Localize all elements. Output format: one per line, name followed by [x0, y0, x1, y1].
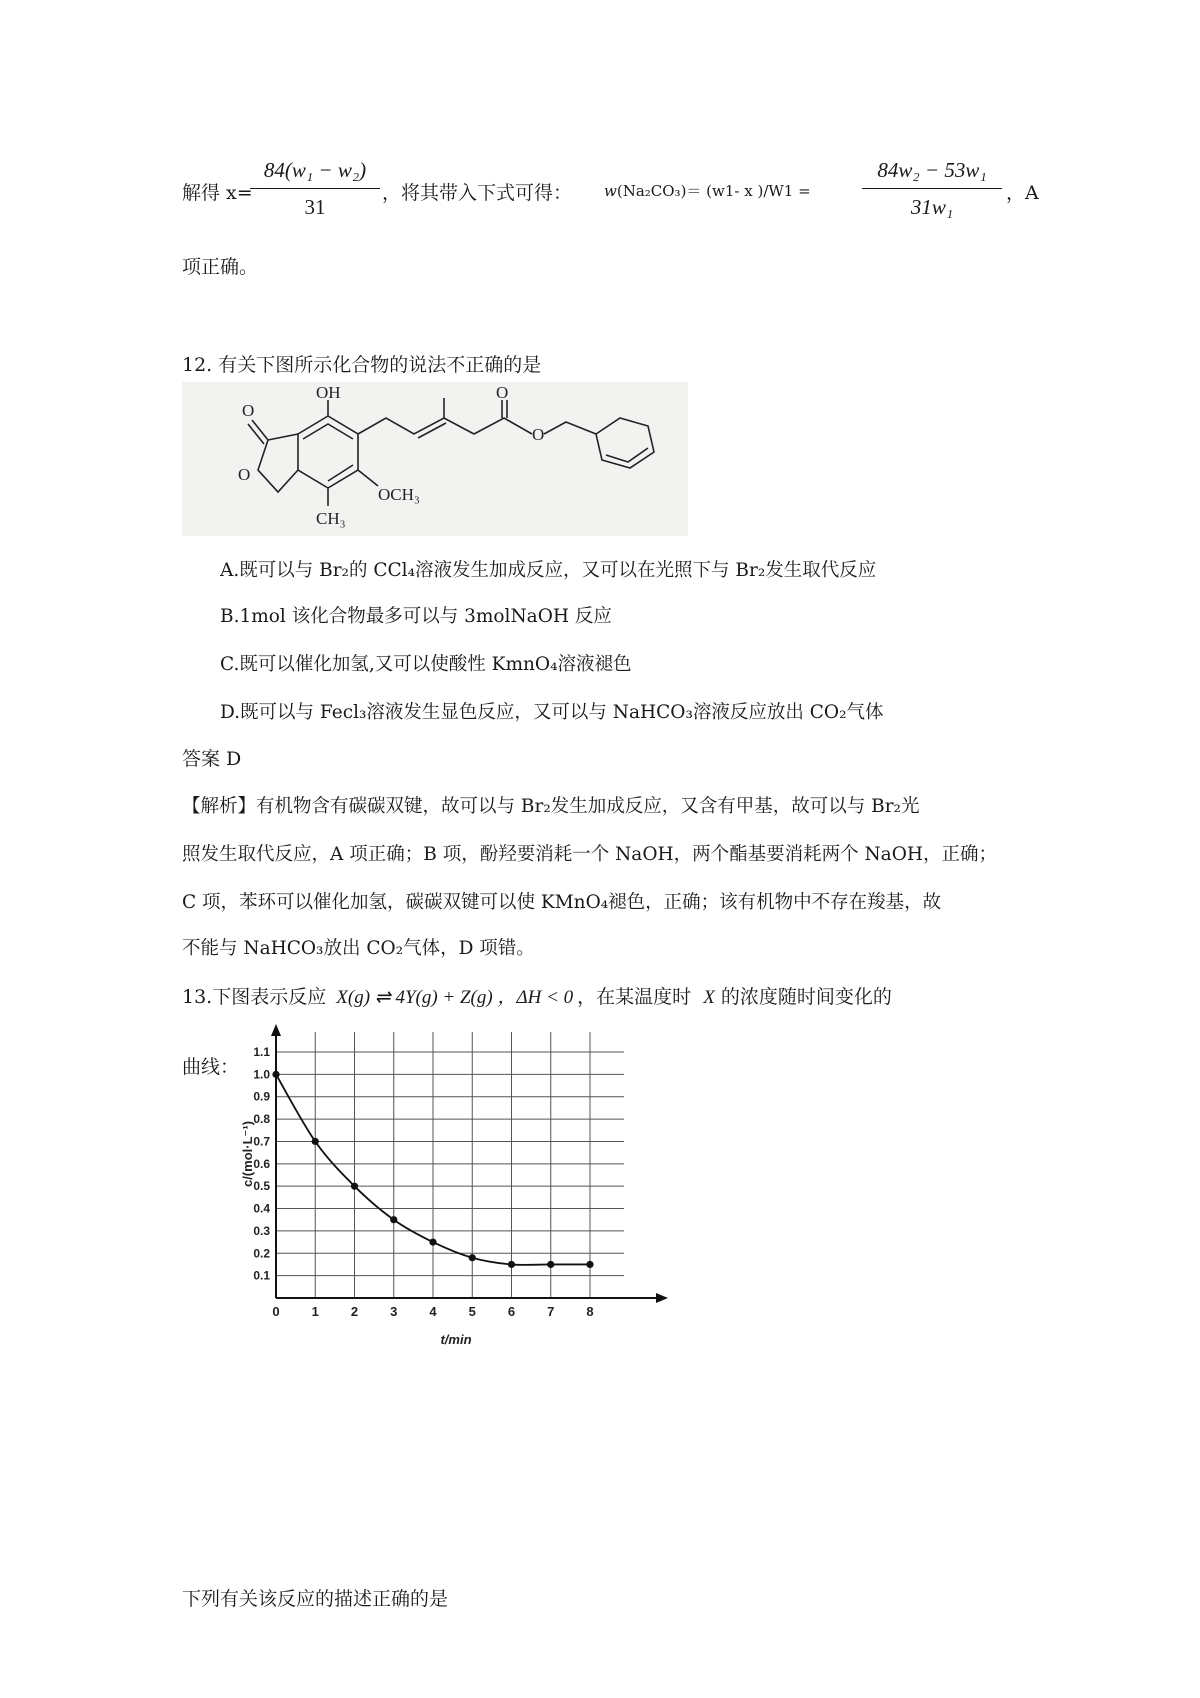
chart-grid	[276, 1032, 624, 1298]
fraction-result-bar	[862, 188, 1002, 189]
x-tick-label: 7	[547, 1304, 555, 1319]
y-axis-arrow	[271, 1024, 281, 1036]
x-tick-label: 0	[272, 1304, 280, 1319]
q12-option-c: C.既可以催化加氢,又可以使酸性 KmnO₄溶液褪色	[220, 654, 632, 675]
data-point	[429, 1238, 436, 1245]
solution-prefix: 解得 x=	[182, 182, 253, 204]
concentration-chart	[238, 1022, 690, 1348]
x-tick-label: 2	[350, 1304, 359, 1319]
x-axis-arrow	[656, 1293, 668, 1303]
label-ring-o: O	[238, 465, 251, 484]
q12-explanation-line3: C 项，苯环可以催化加氢，碳碳双键可以使 KMnO₄褪色，正确；该有机物中不存在羧基，故	[182, 892, 942, 913]
data-point	[586, 1261, 593, 1268]
y-tick-label: 0.7	[253, 1134, 270, 1149]
solution-mid: ，将其带入下式可得：	[382, 182, 573, 204]
y-tick-label: 0.9	[253, 1089, 270, 1104]
concentration-time-chart	[238, 1022, 690, 1348]
fraction-result	[862, 156, 1002, 221]
q13-followup: 下列有关该反应的描述正确的是	[182, 1588, 449, 1610]
fraction-result-denominator: 31w₁	[910, 195, 954, 219]
data-point	[312, 1138, 319, 1145]
q12-option-b: B.1mol 该化合物最多可以与 3molNaOH 反应	[220, 606, 612, 627]
data-point	[508, 1261, 515, 1268]
solution-suffix: ，A	[1006, 182, 1039, 204]
y-tick-label: 0.2	[253, 1246, 270, 1261]
q13-equation: X(g) ⇌ 4Y(g) + Z(g) ，ΔH < 0	[336, 987, 574, 1008]
chemical-structure-diagram	[182, 382, 688, 536]
label-ester-o: O	[532, 425, 545, 444]
y-tick-label: 0.1	[253, 1268, 270, 1283]
q12-option-d: D.既可以与 Fecl₃溶液发生显色反应，又可以与 NaHCO₃溶液反应放出 CO₂气体	[220, 702, 884, 723]
y-tick-label: 0.4	[253, 1201, 270, 1216]
y-tick-label: 0.8	[253, 1112, 270, 1127]
label-ch3: CH₃	[316, 509, 346, 528]
data-point	[272, 1071, 279, 1078]
y-tick-label: 1.0	[253, 1067, 270, 1082]
solution-line2: 项正确。	[182, 256, 259, 278]
label-ester-carbonyl-o: O	[496, 383, 509, 402]
x-tick-label: 1	[311, 1304, 319, 1319]
q13-stem-x: X	[703, 987, 715, 1008]
q12-explanation-line2: 照发生取代反应，A 项正确；B 项，酚羟要消耗一个 NaOH，两个酯基要消耗两个 NaOH，正确；	[182, 844, 998, 865]
data-point	[390, 1216, 397, 1223]
label-carbonyl-o: O	[242, 401, 255, 420]
q13-stem	[182, 982, 892, 1009]
chart-y-axis-label: c/(mol·L⁻¹)	[240, 1120, 255, 1188]
chart-x-axis-label: t/min	[440, 1332, 472, 1347]
w-expression: (Na₂CO₃)＝ (w1- x )/W1 =	[616, 182, 811, 200]
fraction-x-denominator: 31	[304, 195, 326, 219]
q12-option-a: A.既可以与 Br₂的 CCl₄溶液发生加成反应，又可以在光照下与 Br₂发生取代反应	[220, 560, 877, 581]
q12-stem: 12. 有关下图所示化合物的说法不正确的是	[182, 354, 542, 376]
label-oh: OH	[316, 383, 341, 402]
x-tick-label: 8	[586, 1304, 594, 1319]
fraction-result-numerator: 84w₂ − 53w₁	[877, 158, 987, 182]
fraction-x-numerator: 84(w₁ − w₂)	[263, 158, 367, 182]
y-tick-label: 0.6	[253, 1156, 270, 1171]
chart-tick-labels	[253, 1045, 593, 1319]
fraction-x-bar	[250, 188, 380, 189]
y-tick-label: 0.5	[253, 1179, 270, 1194]
x-tick-label: 4	[429, 1304, 437, 1319]
q12-explanation-line4: 不能与 NaHCO₃放出 CO₂气体，D 项错。	[182, 938, 535, 959]
x-tick-label: 5	[468, 1304, 476, 1319]
fraction-x	[250, 156, 380, 221]
y-tick-label: 1.1	[253, 1045, 270, 1059]
q13-stem-line2: 曲线：	[182, 1056, 240, 1078]
q13-stem-a: 13.下图表示反应	[182, 986, 327, 1008]
structure-image	[182, 382, 688, 536]
y-tick-label: 0.3	[253, 1223, 270, 1238]
data-point	[351, 1183, 358, 1190]
q12-explanation-line1: 【解析】有机物含有碳碳双键，故可以与 Br₂发生加成反应，又含有甲基，故可以与 Br₂光	[182, 796, 920, 817]
q13-stem-b: ，在某温度时	[577, 986, 692, 1008]
label-och3: OCH₃	[378, 485, 420, 504]
data-point	[469, 1254, 476, 1261]
q12-answer: 答案 D	[182, 748, 242, 770]
q13-stem-c: 的浓度随时间变化的	[720, 986, 892, 1008]
x-tick-label: 3	[390, 1304, 398, 1319]
data-point	[547, 1261, 554, 1268]
w-symbol: w	[604, 182, 617, 200]
x-tick-label: 6	[507, 1304, 516, 1319]
mass-fraction-formula	[604, 180, 811, 201]
